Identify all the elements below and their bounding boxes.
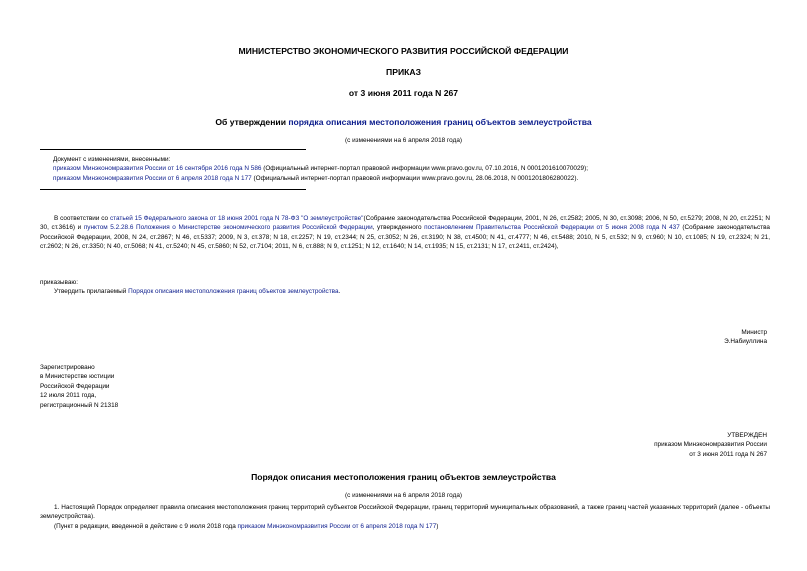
doc-type-heading: ПРИКАЗ — [386, 67, 421, 77]
signature-position: Министр — [741, 329, 767, 336]
amendment-1-text: (Официальный интернет-портал правовой информации www.pravo.gov.ru, 07.10.2016, N 0001201610070029); — [261, 165, 589, 173]
amendment-2-text: (Официальный интернет-портал правовой информации www.pravo.gov.ru, 28.06.2018, N 0001201806280022). — [251, 174, 579, 182]
doc-changes-note: (с изменениями на 6 апреля 2018 года) — [345, 137, 462, 144]
preamble-text-d: (Собрание законодательства Российской Федерации, 2008, N 24, ст.2867; N 46, ст.5337; 2009, N 3, ст.378; N 18, ст.2257; N 19, ст.2344; N 25, ст.3052; N 26, ст.3190; N 38, ст.4500; N 41, ст.4777; N 46, ст.5488; 2010, N 5, ст.532; N 9, ст.960; N 10, ст.1085; N 19, ст.2324; N 21, ст.2602; N 26, ст.3350; N 40, ст.5068; N 41, ст.5240; N 45, ст.5860; N 52, ст.7104; 2011, N 6, ст.888; N 9, ст.1251; N 12, ст.1640; N 14, ст.1935; N 15, ст.2131; N 17, ст.2411, ст.2424), — [40, 224, 770, 251]
divider-bottom — [40, 189, 306, 190]
amendment-item-2 — [53, 174, 773, 183]
doc-date-heading: от 3 июня 2011 года N 267 — [348, 88, 459, 98]
registration-line: в Министерстве юстиции — [40, 373, 115, 381]
ministry-heading: МИНИСТЕРСТВО ЭКОНОМИЧЕСКОГО РАЗВИТИЯ РОССИЙСКОЙ ФЕДЕРАЦИИ — [238, 46, 569, 56]
procedure-edit-note — [54, 522, 774, 531]
amendment-2-link[interactable]: приказом Минэкономразвития России от 6 апреля 2018 года N 177 — [53, 174, 252, 182]
divider-top — [40, 149, 306, 150]
government-decree-link[interactable]: постановлением Правительства Российской Федерации от 5 июня 2008 года N 437 — [424, 224, 680, 232]
preamble-text-b: (Собрание законодательства Российской Федерации, 2001, N 26, ст.2582; 2005, N 30, ст.3098; 2006, N 50, ст.5279; 2008, N 20, ст.2251; N 30, ст.3616) и — [40, 215, 770, 232]
regulation-link[interactable]: пунктом 5.2.28.6 Положения о Министерстве экономического развития Российской Федерации — [83, 224, 373, 232]
law-article-link[interactable]: статьей 15 Федерального закона от 18 июня 2001 года N 78-ФЗ "О землеустройстве" — [109, 215, 364, 222]
preamble-paragraph — [40, 214, 770, 252]
signature-block — [724, 328, 767, 347]
approved-line: от 3 июня 2011 года N 267 — [689, 450, 767, 458]
edit-note-text-a: (Пункт в редакции, введенной в действие с 9 июля 2018 года — [54, 523, 238, 530]
registration-line: 12 июля 2011 года, — [40, 392, 97, 400]
signature-name: Э.Набиуллина — [724, 338, 767, 346]
doc-title-prefix: Об утверждении — [215, 117, 289, 127]
registration-line: Зарегистрировано — [40, 364, 95, 371]
approved-line: приказом Минэкономразвития России — [654, 441, 767, 449]
preamble-text-a: В соответствии со — [54, 215, 110, 222]
procedure-title: Порядок описания местоположения границ объектов землеустройства — [251, 472, 556, 482]
doc-title — [0, 117, 807, 127]
amendments-intro: Документ с изменениями, внесенными: — [53, 156, 171, 163]
procedure-item-1: 1. Настоящий Порядок определяет правила описания местоположения границ территорий субъектов Российской Федерации, границ территорий муниципальных образований, а также границ частей указанных территорий (далее - объекты землеустройства). — [40, 504, 770, 521]
edit-note-link[interactable]: приказом Минэкономразвития России от 6 апреля 2018 года N 177 — [237, 523, 437, 530]
approved-block — [654, 431, 767, 459]
amendment-1-link[interactable]: приказом Минэкономразвития России от 16 сентября 2016 года N 586 — [53, 165, 262, 173]
registration-line: регистрационный N 21318 — [40, 401, 119, 409]
approve-paragraph — [54, 287, 774, 296]
preamble-text-c: , утвержденного — [372, 224, 425, 232]
approve-text-a: Утвердить прилагаемый — [54, 288, 129, 295]
amendment-item-1 — [53, 164, 773, 173]
registration-block — [40, 363, 118, 410]
approve-text-b: . — [338, 288, 341, 295]
doc-title-link[interactable]: порядка описания местоположения границ объектов землеустройства — [288, 117, 592, 127]
amendments-block — [53, 155, 773, 183]
edit-note-text-b: ) — [436, 523, 439, 530]
registration-line: Российской Федерации — [40, 382, 110, 390]
procedure-link[interactable]: Порядок описания местоположения границ объектов землеустройства — [128, 288, 339, 295]
approved-line: УТВЕРЖДЕН — [727, 432, 767, 439]
procedure-changes-note: (с изменениями на 6 апреля 2018 года) — [345, 492, 462, 499]
order-word: приказываю: — [40, 279, 78, 286]
